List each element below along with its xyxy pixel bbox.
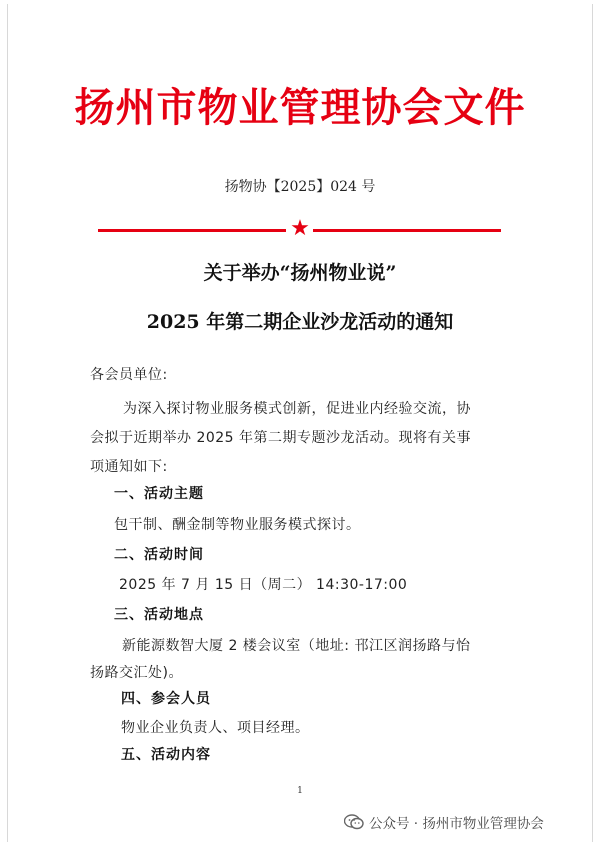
wechat-icon — [344, 814, 364, 830]
section-heading-content: 五、活动内容 — [121, 747, 211, 763]
section-line: 包干制、酬金制等物业服务模式探讨。 — [114, 517, 361, 533]
section-heading-time: 二、活动时间 — [114, 547, 204, 563]
section-line: 扬路交汇处)。 — [90, 665, 183, 681]
star-icon: ★ — [290, 216, 310, 241]
notice-title-line2: 2025 年第二期企业沙龙活动的通知 — [146, 311, 454, 333]
section-heading-location: 三、活动地点 — [114, 607, 204, 623]
section-line: 2025 年 7 月 15 日（周二） 14:30-17:00 — [119, 577, 408, 593]
red-divider-right — [313, 229, 501, 232]
masthead-title: 扬州市物业管理协会文件 — [74, 84, 526, 131]
intro-line: 为深入探讨物业服务模式创新，促进业内经验交流，协 — [123, 401, 471, 417]
wechat-watermark — [344, 810, 544, 834]
notice-title-line1: 关于举办“扬州物业说” — [203, 262, 397, 284]
section-line: 物业企业负责人、项目经理。 — [121, 720, 310, 736]
document-number: 扬物协【2025】024 号 — [224, 179, 376, 195]
salutation: 各会员单位: — [90, 367, 168, 383]
section-heading-theme: 一、活动主题 — [114, 486, 204, 502]
intro-line: 项通知如下: — [90, 459, 168, 475]
page-number: 1 — [297, 786, 303, 796]
section-heading-attendees: 四、参会人员 — [121, 691, 211, 707]
intro-line: 会拟于近期举办 2025 年第二期专题沙龙活动。现将有关事 — [90, 430, 472, 446]
watermark-text: 公众号 · 扬州市物业管理协会 — [369, 816, 544, 832]
section-line: 新能源数智大厦 2 楼会议室（地址: 邗江区润扬路与怡 — [122, 638, 471, 654]
red-divider-left — [98, 229, 286, 232]
